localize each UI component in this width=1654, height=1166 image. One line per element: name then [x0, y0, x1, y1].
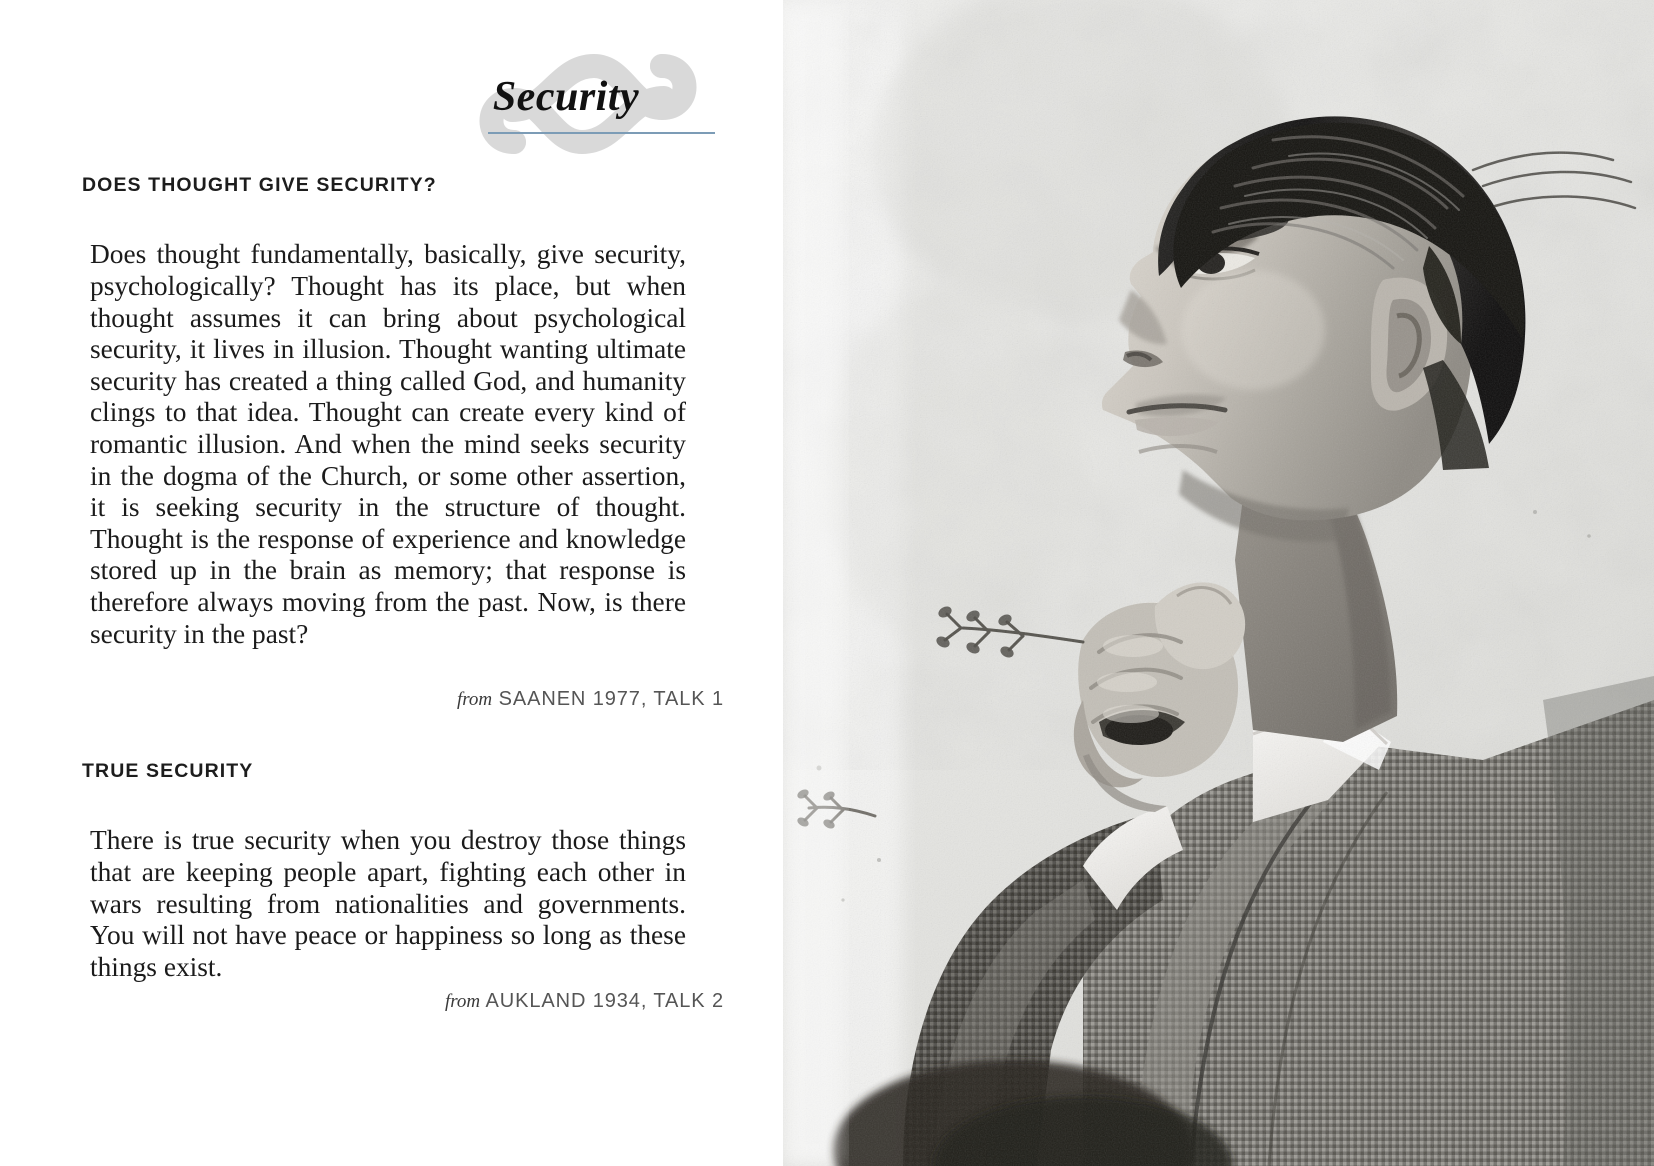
portrait-photo-image: [783, 0, 1654, 1166]
title-block: [420, 50, 720, 158]
portrait-photo: [783, 0, 1654, 1166]
text-page: [0, 0, 783, 1166]
section-heading-does-thought-give-security: DOES THOUGHT GIVE SECURITY?: [82, 174, 437, 196]
page-title: Security: [492, 74, 640, 120]
attribution-source: SAANEN 1977, TALK 1: [492, 688, 724, 710]
attribution-1: [90, 688, 724, 711]
title-rule: [488, 132, 715, 134]
attribution-prefix: from: [444, 991, 481, 1012]
section-body-does-thought-give-security: Does thought fundamentally, basically, give security, psychologically? Thought has its place, but when thought assumes it can bring about psychological security, it lives in illusion. Thought wanting ultimate security has created a thing called God, and humanity clings to that idea. Thought can create every kind of romantic illusion. And when the mind seeks security in the dogma of the Church, or some other assertion, it is seeking security in the structure of thought. Thought is the response of experience and knowledge stored up in the brain as memory; that response is therefore always moving from the past. Now, is there security in the past?: [90, 239, 686, 649]
section-body-true-security: There is true security when you destroy those things that are keeping people apart, fighting each other in wars resulting from nationalities and governments. You will not have peace or happiness so long as these things exist.: [90, 825, 686, 982]
attribution-source: AUKLAND 1934, TALK 2: [480, 990, 724, 1012]
attribution-2: [90, 990, 724, 1013]
section-heading-true-security: TRUE SECURITY: [82, 760, 254, 782]
attribution-prefix: from: [456, 689, 493, 710]
